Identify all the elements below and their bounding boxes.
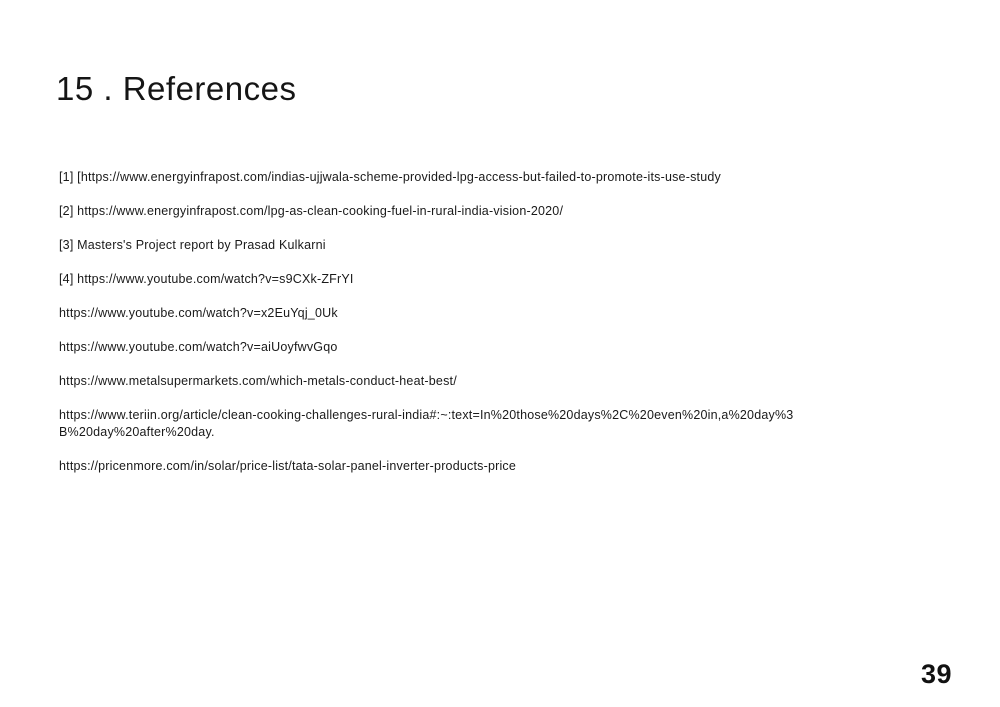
page-title: 15 . References xyxy=(56,70,297,107)
reference-item: [4] https://www.youtube.com/watch?v=s9CXk-ZFrYI xyxy=(59,272,354,286)
page-number: 39 xyxy=(920,659,952,689)
reference-item: [1] [https://www.energyinfrapost.com/indias-ujjwala-scheme-provided-lpg-access-but-failed-to-promote-its-use-study xyxy=(59,170,721,184)
reference-item: https://www.metalsupermarkets.com/which-metals-conduct-heat-best/ xyxy=(59,374,457,388)
reference-item: https://pricenmore.com/in/solar/price-list/tata-solar-panel-inverter-products-price xyxy=(59,459,517,473)
reference-item: [3] Masters's Project report by Prasad Kulkarni xyxy=(59,238,326,252)
references-list xyxy=(59,169,794,492)
reference-item: https://www.teriin.org/article/clean-cooking-challenges-rural-india#:~:text=In%20those%20days%2C%20even%20in,a%20day%3B%20day%20after%20day. xyxy=(59,408,794,439)
reference-item: https://www.youtube.com/watch?v=x2EuYqj_0Uk xyxy=(59,306,338,320)
reference-item: https://www.youtube.com/watch?v=aiUoyfwvGqo xyxy=(59,340,338,354)
reference-item: [2] https://www.energyinfrapost.com/lpg-as-clean-cooking-fuel-in-rural-india-vision-2020/ xyxy=(59,204,564,218)
